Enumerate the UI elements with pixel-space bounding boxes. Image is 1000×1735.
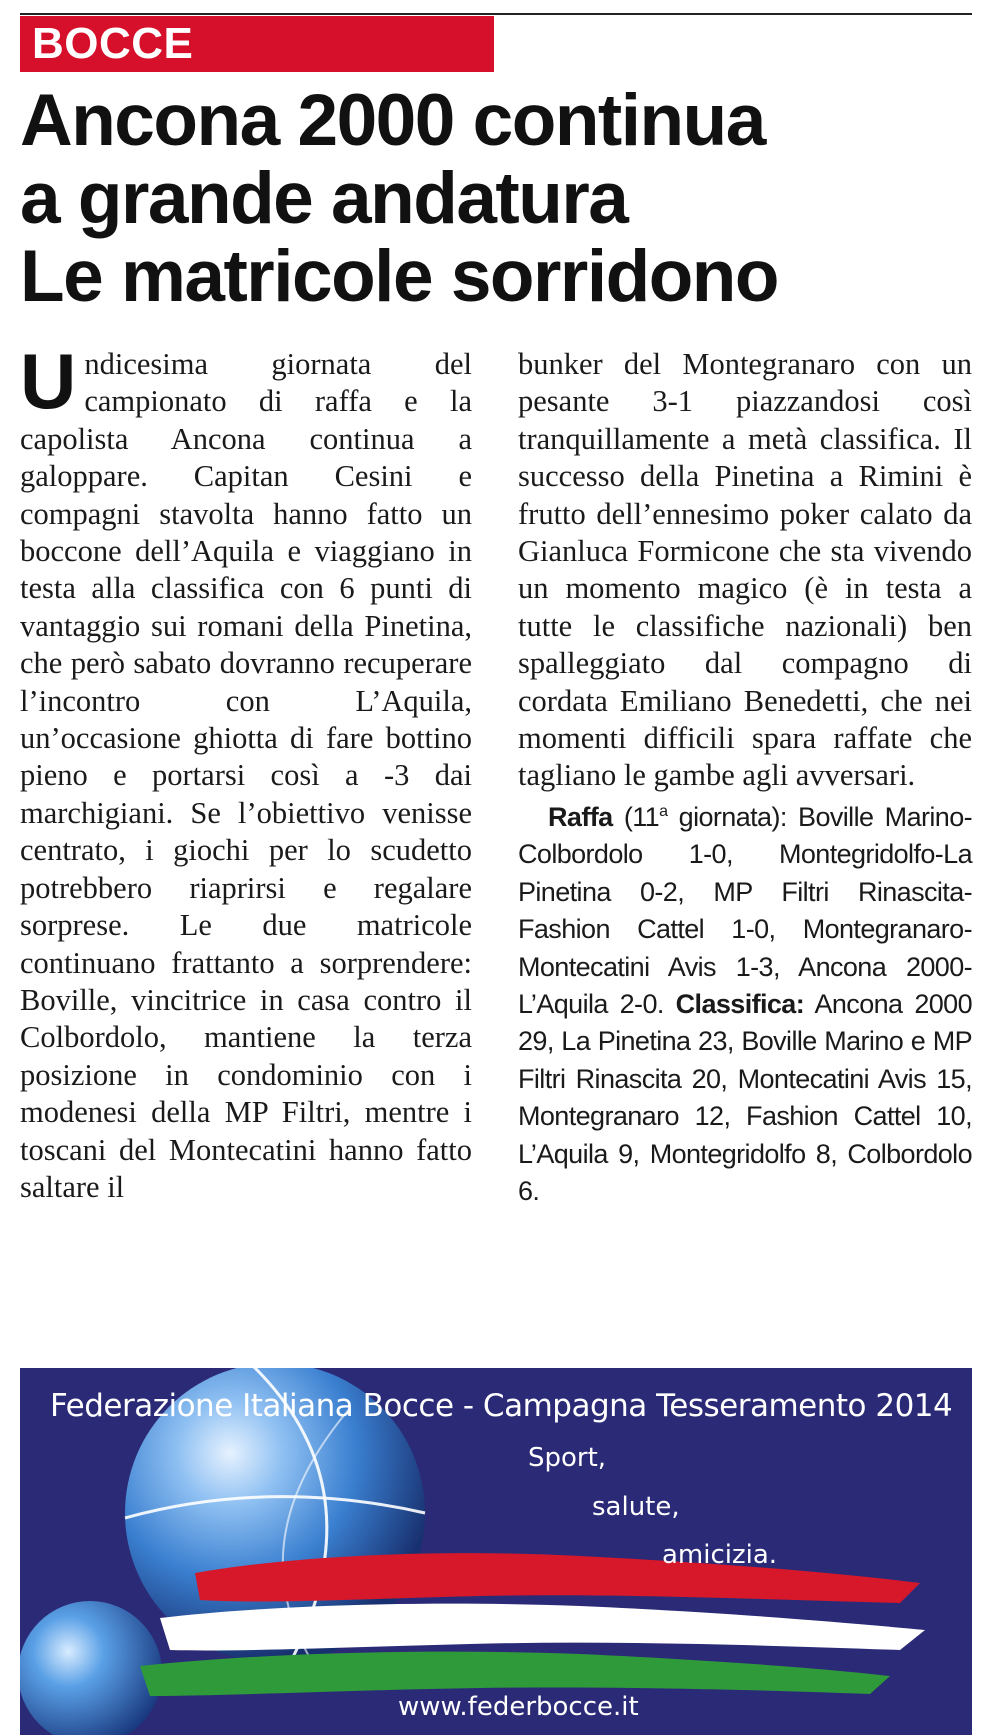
section-tag [20,16,494,72]
headline-line-1: Ancona 2000 continua [20,80,765,161]
article-right-text: bunker del Montegranaro con un pesante 3-1 piazzandosi così tranquillamente a metà classifica. Il successo della Pinetina a Rimini è frutto dell’ennesimo poker calato da Gianluca Formicone che sta vivendo un momento magico (è in testa a tutte le classifiche nazionali) ben spalleggiato dal compagno di cordata Emiliano Benedetti, che nei momenti difficili spara raffate che tagliano le gambe agli avversari. [518,347,972,793]
results-text: Boville Marino-Colbordolo 1-0, Montegridolfo-La Pinetina 0-2, MP Filtri Rinascita-Fashion Cattel 1-0, Montegranaro-Montecatini Avis 1-3, Ancona 2000-L’Aquila 2-0. [518,801,973,1019]
banner-title: Federazione Italiana Bocce - Campagna Tesseramento 2014 [50,1388,953,1424]
article-paragraph-2 [518,346,972,795]
flag-stripe-green [140,1652,890,1696]
results-label: Raffa [548,801,613,832]
headline [20,82,980,316]
flag-stripe-white [160,1604,925,1651]
headline-line-3: Le matricole sorridono [20,236,778,317]
article-column-left [20,337,472,1206]
banner-slogan-2: salute, [592,1492,680,1522]
headline-line-2: a grande andatura [20,158,628,239]
federation-banner [20,1368,972,1735]
banner-slogan-1: Sport, [528,1443,607,1473]
drop-cap: U [20,337,77,425]
standings-label: Classifica: [675,988,805,1019]
results-box [518,799,972,1210]
flag-stripe-red [195,1553,920,1603]
article-left-text: ndicesima giornata del campionato di raffa e la capolista Ancona continua a galoppare. Capitan Cesini e compagni stavolta hanno fatto un boccone dell’Aquila e viaggiano in testa alla classifica con 6 punti di vantaggio sui romani della Pinetina, che però sabato dovranno recuperare l’incontro con L’Aquila, un’occasione ghiotta di fare bottino pieno e portarsi così a -3 dai marchigiani. Se l’obiettivo venisse centrato, i giochi per lo scudetto potrebbero riaprirsi e regalare sorprese. Le due matricole continuano frattanto a sorprendere: Boville, vincitrice in casa contro il Colbordolo, mantiene la terza posizione in condominio con i modenesi della MP Filtri, mentre i toscani del Montecatini hanno fatto saltare il [20,347,472,1204]
section-label: BOCCE [32,19,194,68]
banner-slogan-3: amicizia. [662,1540,778,1570]
article-paragraph-1 [20,337,472,1206]
top-rule [20,13,972,15]
standings-text: Ancona 2000 29, La Pinetina 23, Boville Marino e MP Filtri Rinascita 20, Montecatini Avis 15, Montegranaro 12, Fashion Cattel 10, L’Aquila 9, Montegridolfo 8, Colbordolo 6. [518,988,972,1206]
federation-url-link[interactable]: www.federbocce.it [398,1692,639,1722]
article-column-right [518,346,972,1210]
results-round: (11$^a$ giornata): [623,801,787,832]
